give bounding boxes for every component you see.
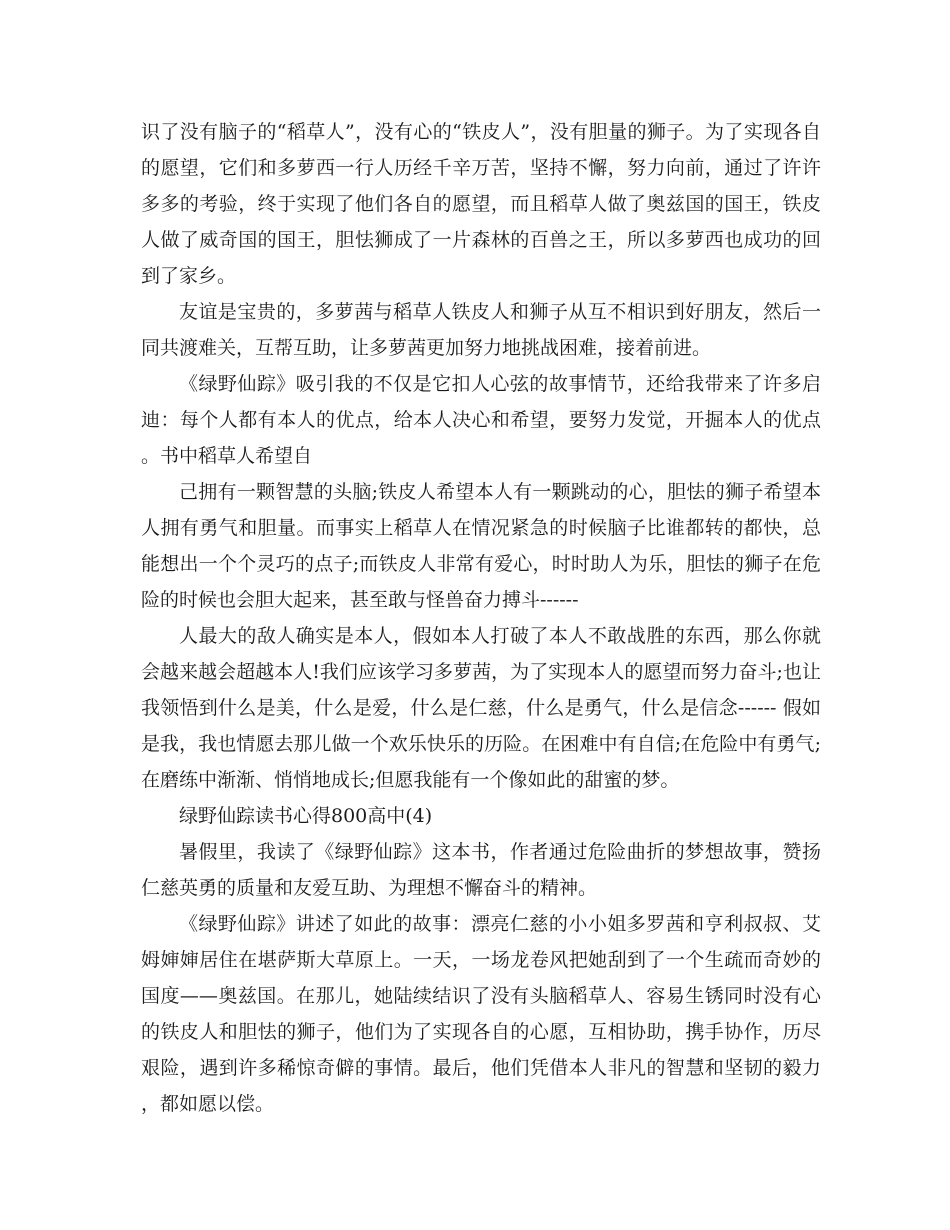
paragraph-5: 人最大的敌人确实是本人，假如本人打破了本人不敢战胜的东西，那么你就会越来越会超越本人!我们应该学习多萝茜，为了实现本人的愿望而努力奋斗;也让我领悟到什么是美，什么是爱，什么是仁慈，什么是勇气，什么是信念------ 假如是我，我也情愿去那儿做一个欢乐快乐的历险。在困难中有自信;在危险中有勇气;在磨练中渐渐、悄悄地成长;但愿我能有一个像如此的甜蜜的梦。 bbox=[141, 625, 821, 791]
paragraph-3: 《绿野仙踪》吸引我的不仅是它扣人心弦的故事情节，还给我带来了许多启迪：每个人都有本人的优点，给本人决心和希望，要努力发觉，开掘本人的优点。书中稻草人希望自 bbox=[141, 373, 821, 467]
paragraph-2: 友谊是宝贵的，多萝茜与稻草人铁皮人和狮子从互不相识到好朋友，然后一同共渡难关，互帮互助，让多萝茜更加努力地挑战困难，接着前进。 bbox=[141, 301, 821, 359]
paragraph-1: 识了没有脑子的“稻草人”，没有心的“铁皮人”，没有胆量的狮子。为了实现各自的愿望，它们和多萝西一行人历经千辛万苦，坚持不懈，努力向前，通过了许许多多的考验，终于实现了他们各自的愿望，而且稻草人做了奥兹国的国王，铁皮人做了威奇国的国王，胆怯狮成了一片森林的百兽之王，所以多萝西也成功的回到了家乡。 bbox=[141, 121, 821, 287]
paragraph-7: 《绿野仙踪》讲述了如此的故事：漂亮仁慈的小小姐多罗茜和亨利叔叔、艾姆婶婶居住在堪萨斯大草原上。一天，一场龙卷风把她刮到了一个生疏而奇妙的国度——奥兹国。在那儿，她陆续结识了没有头脑稻草人、容易生锈同时没有心的铁皮人和胆怯的狮子，他们为了实现各自的心愿，互相协助，携手协作，历尽艰险，遇到许多稀惊奇僻的事情。最后，他们凭借本人非凡的智慧和坚韧的毅力，都如愿以偿。 bbox=[141, 913, 821, 1115]
paragraph-6: 暑假里，我读了《绿野仙踪》这本书，作者通过危险曲折的梦想故事，赞扬仁慈英勇的质量和友爱互助、为理想不懈奋斗的精神。 bbox=[141, 841, 821, 899]
section-heading: 绿野仙踪读书心得800高中(4) bbox=[179, 805, 433, 827]
paragraph-4: 己拥有一颗智慧的头脑;铁皮人希望本人有一颗跳动的心，胆怯的狮子希望本人拥有勇气和胆量。而事实上稻草人在情况紧急的时候脑子比谁都转的都快，总能想出一个个灵巧的点子;而铁皮人非常有爱心，时时助人为乐，胆怯的狮子在危险的时候也会胆大起来，甚至敢与怪兽奋力搏斗------ bbox=[141, 481, 821, 611]
document-body bbox=[141, 114, 821, 1122]
